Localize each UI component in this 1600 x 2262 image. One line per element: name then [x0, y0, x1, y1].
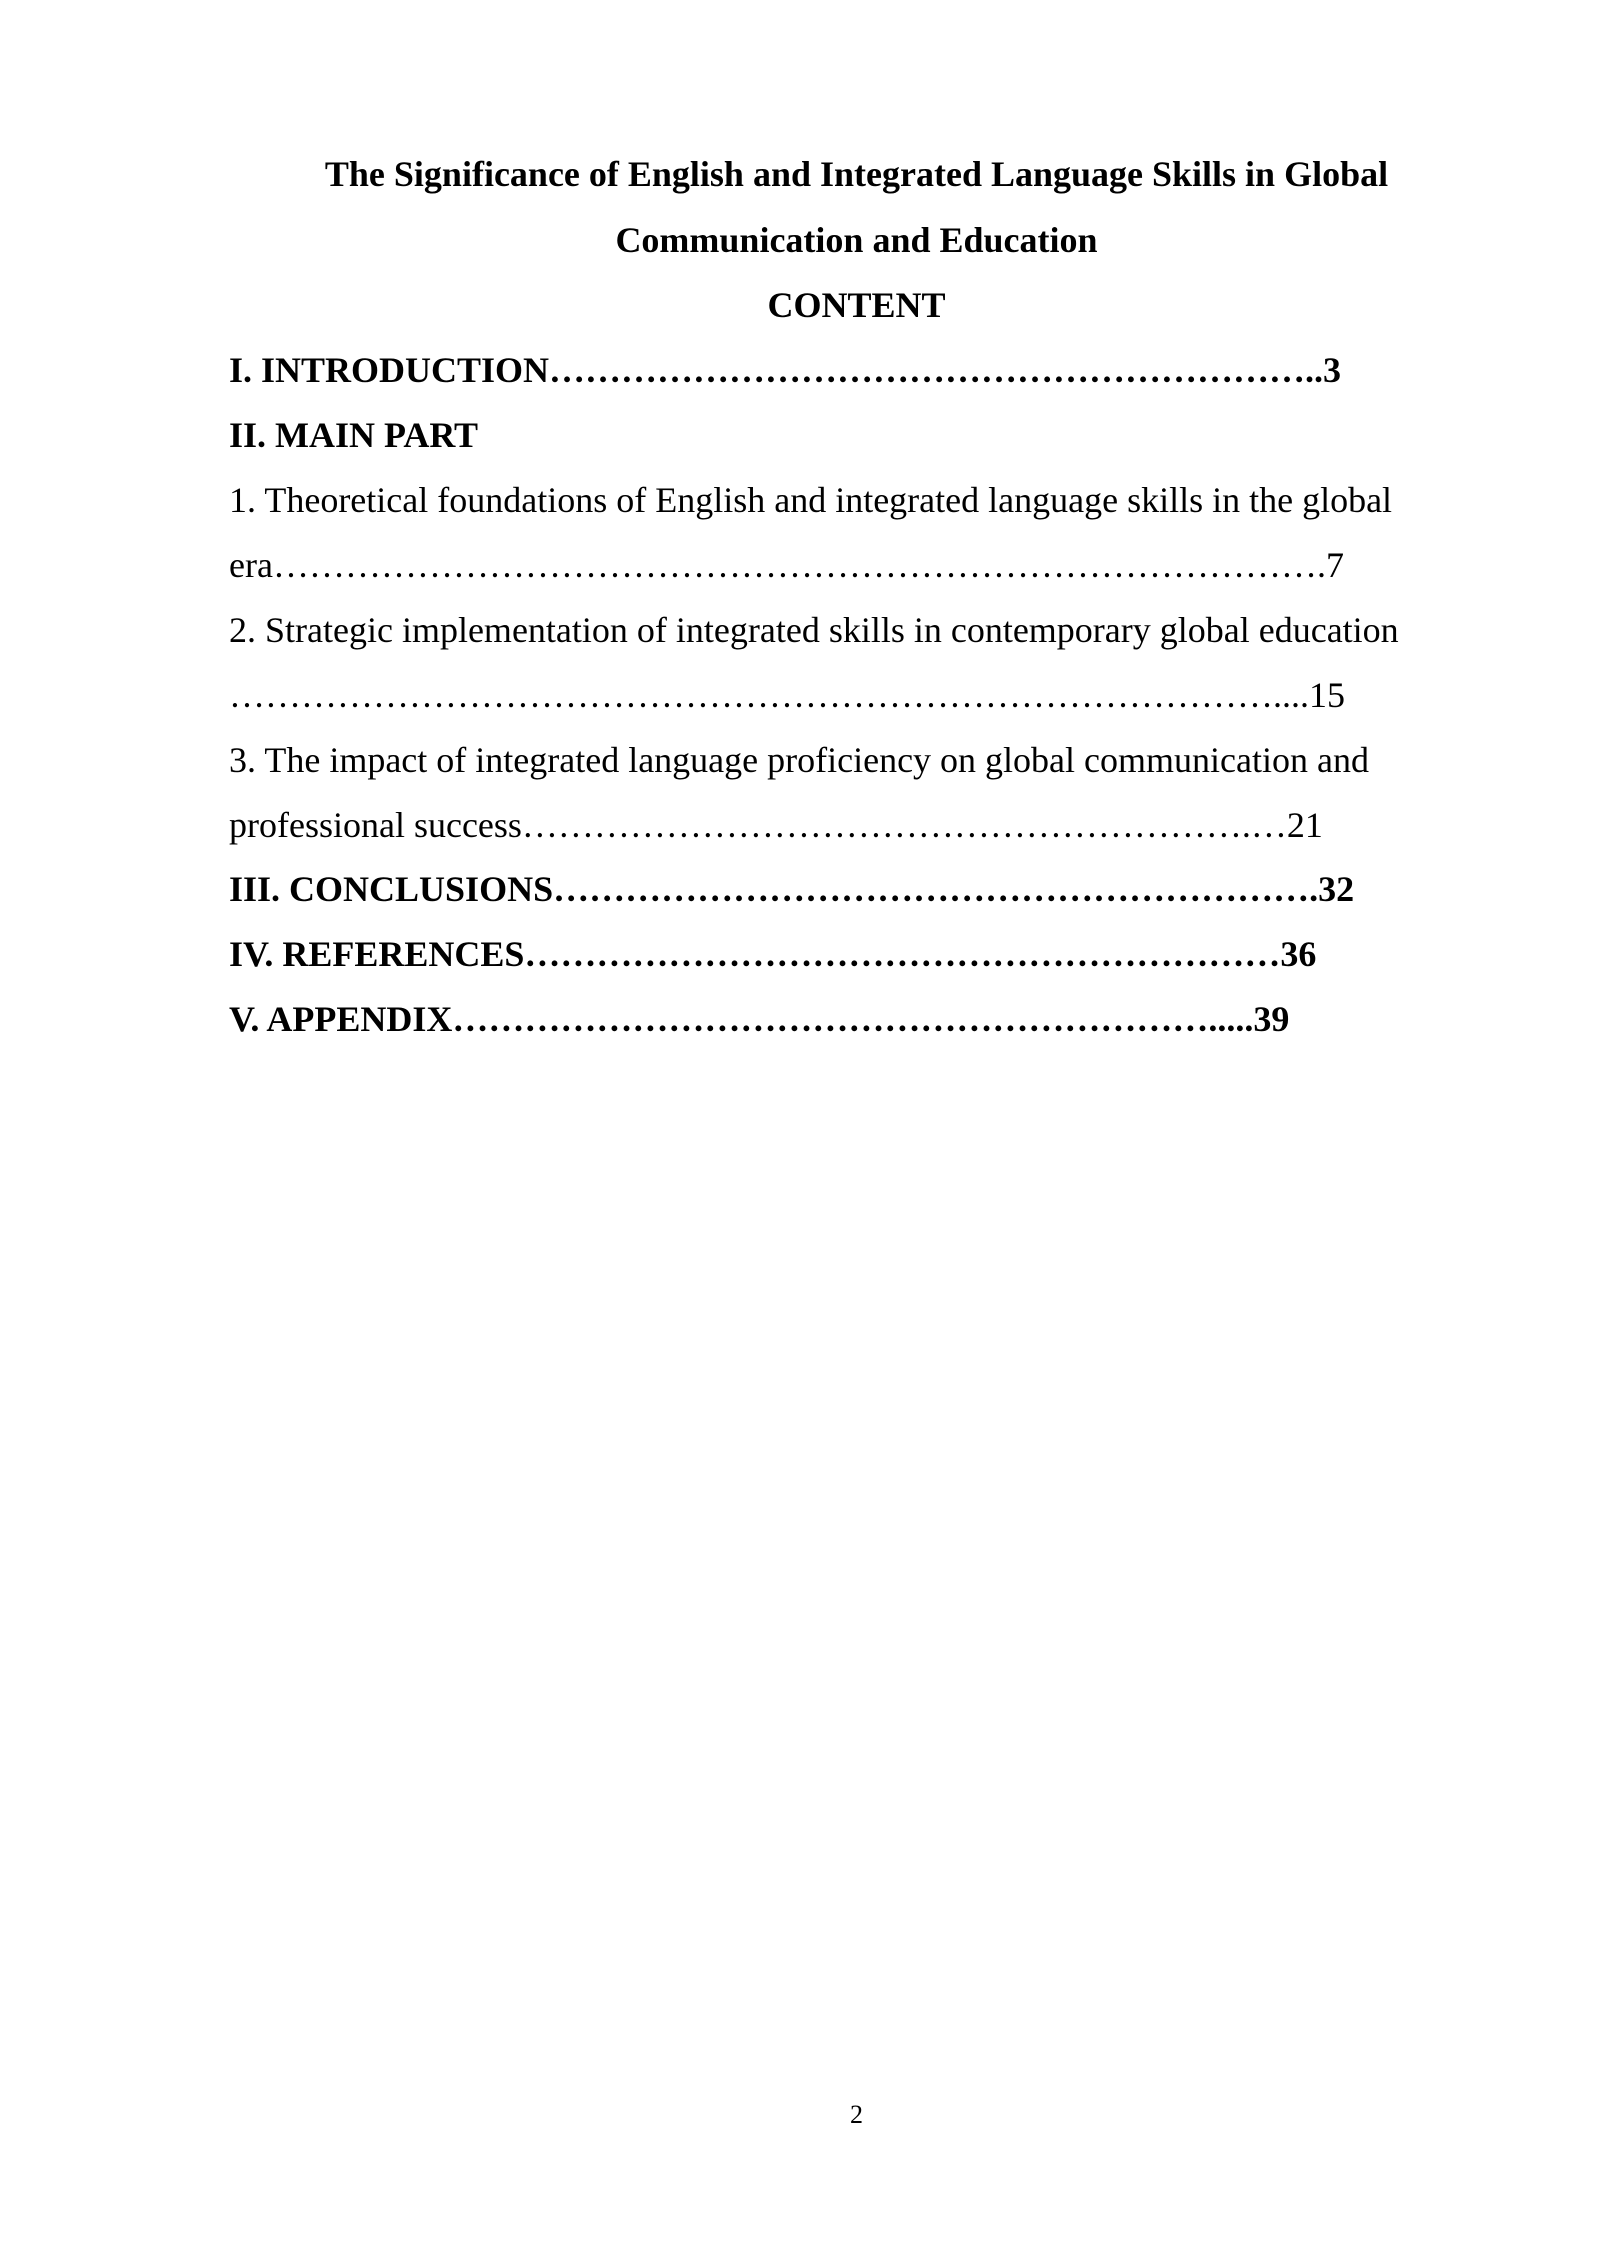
toc-entry-item-3-line-2: professional success…………………………………………………….…21	[229, 805, 1323, 845]
toc-entry-conclusions: III. CONCLUSIONS……………………………………………………….32	[229, 869, 1355, 909]
toc-entry-item-2-line-1: 2. Strategic implementation of integrated skills in contemporary global education	[229, 610, 1399, 650]
page-number: 2	[850, 2100, 863, 2129]
content-heading: CONTENT	[767, 285, 946, 325]
toc-entry-main-part: II. MAIN PART	[229, 415, 479, 455]
toc-entry-item-1-line-1: 1. Theoretical foundations of English and integrated language skills in the global	[229, 480, 1393, 520]
toc-entry-introduction: I. INTRODUCTION………………………………………………………..3	[229, 350, 1342, 390]
toc-entry-item-1-line-2: era…………………………………………………………………………….7	[229, 545, 1344, 585]
toc-entry-item-3-line-1: 3. The impact of integrated language proficiency on global communication and	[229, 740, 1369, 780]
toc-entry-references: IV. REFERENCES………………………………………………………36	[229, 934, 1317, 974]
toc-entry-appendix: V. APPENDIX……………………………………………………….....39	[229, 999, 1290, 1039]
document-title-line-2: Communication and Education	[615, 220, 1098, 260]
document-title-line-1: The Significance of English and Integrated Language Skills in Global	[324, 154, 1389, 194]
toc-entry-item-2-line-2: ……………………………………………………………………………....15	[229, 675, 1345, 715]
